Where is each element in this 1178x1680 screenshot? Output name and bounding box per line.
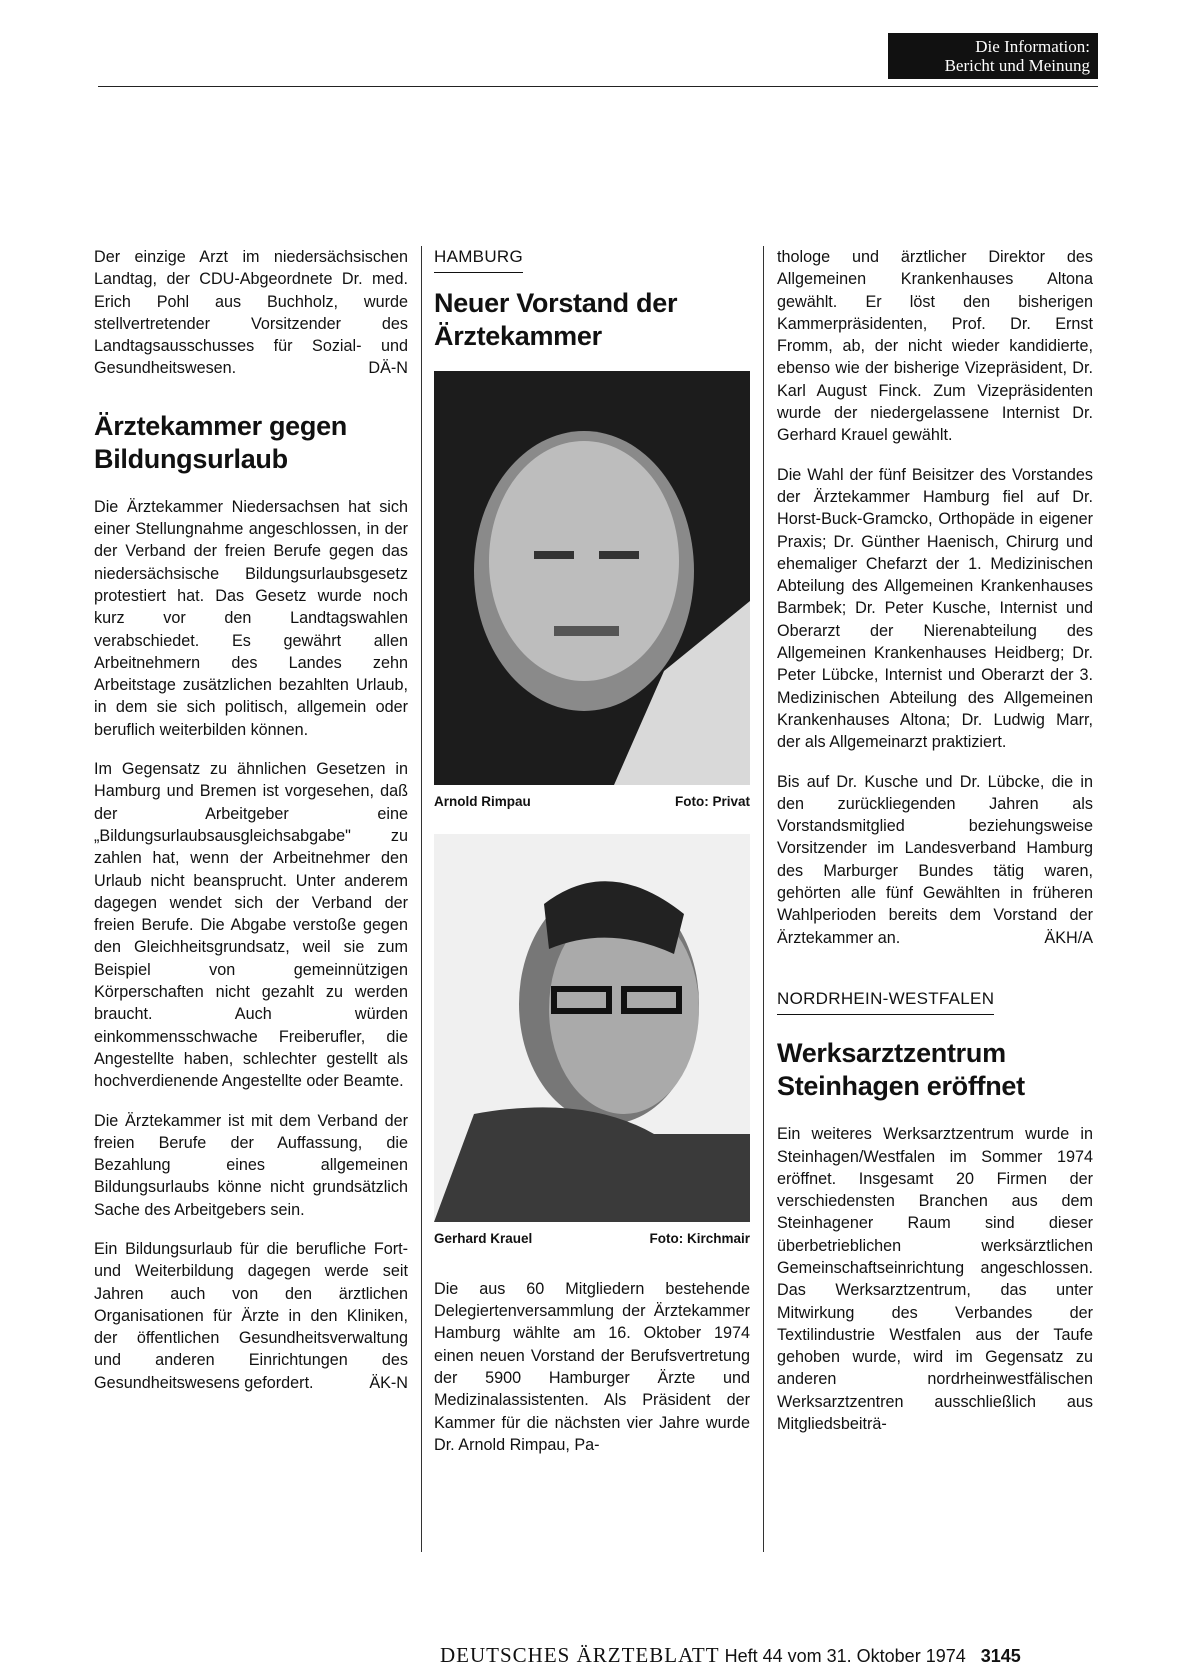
article-headline-vorstand: Neuer Vorstand der Ärztekammer	[434, 288, 678, 352]
article-headline-bildungsurlaub: Ärztekammer gegen Bildungsurlaub	[94, 410, 347, 474]
section-badge-line1: Die Information:	[975, 37, 1090, 56]
photo1-caption-name: Arnold Rimpau	[434, 794, 531, 810]
header-rule	[98, 86, 1098, 87]
photo2-caption-credit: Foto: Kirchmair	[649, 1230, 750, 1246]
paragraph: Im Gegensatz zu ähnlichen Gesetzen in Hamburg und Bremen ist vorgesehen, daß der Arbeitgeber eine „Bildungsurlaubsausgleichsabgabe" zu zahlen hat, wenn der Arbeitnehmer den Urlaub nicht beansprucht. Unter anderem dagegen wendet sich der Verband der freien Berufe. Die Abgabe verstoße gegen den Gleichheitsgrundsatz, weil sie zum Beispiel von gemeinnützigen Körperschaften nicht gezahlt zu werden braucht. Auch würden einkommensschwache Freiberufler, die Angestellte haben, schlechter gestellt als hochverdienende Angestellte oder Beamte.	[94, 760, 408, 1091]
paragraph: Die Ärztekammer ist mit dem Verband der freien Berufe der Auffassung, die Bezahlung eines allgemeinen Bildungsurlaubs könne nicht grundsätzlich Sache des Arbeitgebers sein.	[94, 1111, 408, 1219]
photo1-caption-credit: Foto: Privat	[674, 794, 750, 810]
photo1-caption	[434, 791, 750, 813]
column-divider-1	[421, 246, 422, 1552]
page-number: 3145	[980, 1646, 1021, 1666]
page-footer	[440, 1643, 1090, 1668]
column-2	[434, 246, 750, 1473]
region-kicker-hamburg: HAMBURG	[434, 246, 523, 273]
portrait-photo-krauel	[434, 834, 750, 1222]
paragraph: Bis auf Dr. Kusche und Dr. Lübcke, die in den zurückliegenden Jahren als Vorstandsmitglied beziehungsweise Vorsitzender im Landesverband Hamburg des Marburger Bundes tätig waren, gehörten alle fünf Gewählten in früheren Wahlperioden bereits dem Vorstand der Ärztekammer an. ÄKH/A	[777, 771, 1093, 949]
paragraph: Die Wahl der fünf Beisitzer des Vorstandes der Ärztekammer Hamburg fiel auf Dr. Horst-Buck-Gramcko, Orthopäde in eigener Praxis; Dr. Günther Haenisch, Chirurg und ehemaliger Chefarzt der 1. Medizinischen Abteilung des Allgemeinen Krankenhauses Barmbek; Dr. Peter Kusche, Internist und Oberarzt der Nierenabteilung des Allgemeinen Krankenhauses Heidberg; Dr. Peter Lübcke, Internist und Oberarzt der 3. Medizinischen Abteilung des Allgemeinen Krankenhauses Altona; Dr. Ludwig Marr, der als Allgemeinarzt praktiziert.	[777, 465, 1093, 752]
intro-paragraph: Der einzige Arzt im niedersächsischen Landtag, der CDU-Abgeordnete Dr. med. Erich Pohl aus Buchholz, wurde stellvertretender Vorsitzender des Landtagsausschusses für Sozial- und Gesundheitswesen. DÄ-N	[94, 246, 408, 380]
portrait-krauel-icon	[434, 834, 750, 1222]
portrait-photo-rimpau	[434, 371, 750, 785]
column-3	[777, 246, 1093, 1452]
portrait-rimpau-icon	[434, 371, 750, 785]
article-signature: ÄK-N	[369, 1373, 408, 1392]
region-kicker-nrw: NORDRHEIN-WESTFALEN	[777, 988, 994, 1015]
paragraph: thologe und ärztlicher Direktor des Allgemeinen Krankenhauses Altona gewählt. Er löst den bisherigen Kammerpräsidenten, Prof. Dr. Ernst Fromm, ab, der nicht wieder kandidierte, ebenso wie der bisherige Vizepräsident, Dr. Karl August Finck. Zum Vizepräsidenten wurde der niedergelassene Internist Dr. Gerhard Krauel gewählt.	[777, 248, 1093, 445]
issue-info: Heft 44 vom 31. Oktober 1974	[724, 1646, 966, 1666]
article-signature: ÄKH/A	[1044, 928, 1093, 947]
photo2-caption-name: Gerhard Krauel	[434, 1230, 533, 1246]
paragraph: Ein weiteres Werksarztzentrum wurde in Steinhagen/Westfalen im Sommer 1974 eröffnet. Insgesamt 20 Firmen der verschiedensten Branchen aus dem Steinhagener Raum sind dieser überbetrieblichen werksärztlichen Gemeinschaftseinrichtung angeschlossen. Das Werksarztzentrum, das unter Mitwirkung des Verbandes der Textilindustrie Westfalen aus der Taufe gehoben wurde, wird im Gegensatz zu anderen nordrheinwestfälischen Werksarztzentren ausschließlich aus Mitgliedsbeiträ-	[777, 1125, 1093, 1434]
column-divider-2	[763, 246, 764, 1552]
section-badge-line2: Bericht und Meinung	[944, 56, 1090, 75]
intro-signature: DÄ-N	[368, 359, 408, 378]
paragraph: Die Ärztekammer Niedersachsen hat sich einer Stellungnahme angeschlossen, in der der Verband der freien Berufe gegen das niedersächsische Bildungsurlaubsgesetz protestiert hat. Das Gesetz wurde noch kurz vor den Landtagswahlen verabschiedet. Es gewährt allen Arbeitnehmern des Landes zehn Arbeitstage zusätzlichen bezahlten Urlaub, in dem sie sich politisch, allgemein oder beruflich weiterbilden können.	[94, 497, 408, 739]
paragraph: Die aus 60 Mitgliedern bestehende Delegiertenversammlung der Ärztekammer Hamburg wählte am 16. Oktober 1974 einen neuen Vorstand der Berufsvertretung der 5900 Hamburger Ärzte und Medizinalassistenten. Als Präsident der Kammer für die nächsten vier Jahre wurde Dr. Arnold Rimpau, Pa-	[434, 1279, 750, 1454]
section-badge	[888, 33, 1098, 79]
column-1	[94, 246, 408, 1411]
photo2-caption	[434, 1228, 750, 1250]
paragraph: Ein Bildungsurlaub für die berufliche Fort- und Weiterbildung dagegen werde seit Jahren auch von den ärztlichen Organisationen für Ärzte in den Kliniken, der öffentlichen Gesundheitsverwaltung und anderen Einrichtungen des Gesundheitswesens gefordert. ÄK-N	[94, 1238, 408, 1394]
magazine-name: DEUTSCHES ÄRZTEBLATT	[440, 1643, 720, 1667]
article-headline-werksarztzentrum: Werksarztzentrum Steinhagen eröffnet	[777, 1038, 1025, 1102]
